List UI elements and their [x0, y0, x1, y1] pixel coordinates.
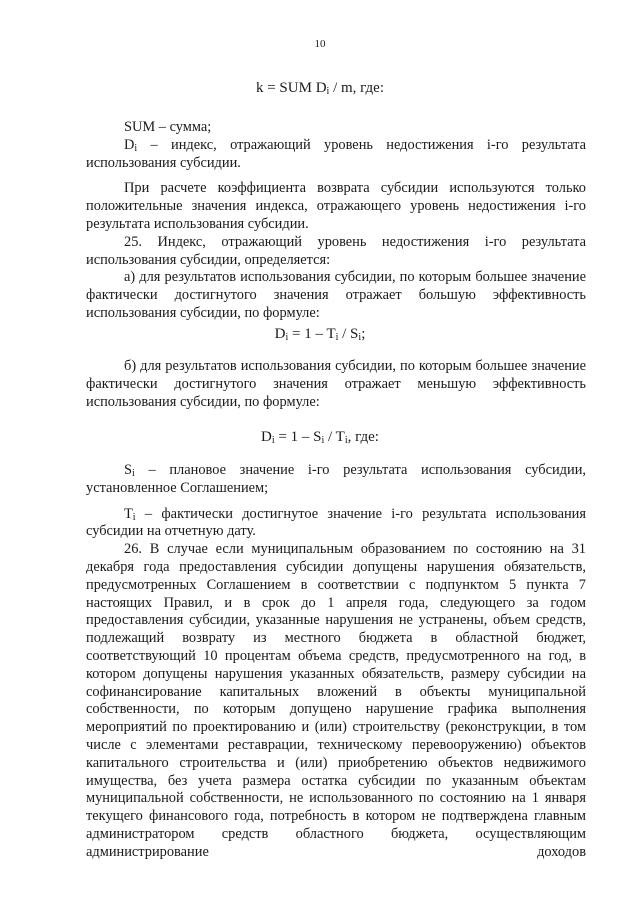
di-definition: $D_i$ – индекс, отражающий уровень недостижения i-го результата использования субсидии.: [86, 136, 586, 171]
paragraph-25: 25. Индекс, отражающий уровень недостижения i-го результата использования субсидии, определяется:: [86, 233, 586, 268]
text-block-variables: [86, 462, 586, 862]
formula-b: $D_i = 1 - S_i / T_i$, где:: [261, 429, 379, 446]
text-block-b: [86, 358, 586, 411]
paragraph-26: 26. В случае если муниципальным образованием по состоянию на 31 декабря года предоставления субсидии допущены нарушения обязательств, предусмотренных Соглашением в соответствии с подпунктом 5 пункта 7 настоящих Правил, и в срок до 1 апреля года, следующего за годом предоставления субсидии, указанные нарушения не устранены, объем средств, подлежащий возврату из местного бюджета в областной бюджет, соответствующий 10 процентам объема средств, предусмотренного на год, в котором допущены нарушения указанных обязательств, размеру субсидии на софинансирование капитальных вложений в объекты муниципальной собственности, по которым допущено нарушение графика выполнения мероприятий по проектированию и (или) строительству (реконструкции, в том числе с элементами реставрации, техническому перевооружению) объектов капитального строительства и (или) приобретению объектов недвижимого имущества, без учета размера остатка субсидии по указанным объектам муниципальной собственности, не использованного по состоянию на 1 января текущего финансового года, потребность в котором не подтверждена главным администратором средств областного бюджета, осуществляющим администрирование доходов: [86, 541, 586, 860]
sum-definition: SUM – сумма;: [124, 119, 212, 135]
ti-definition: $T_i$ – фактически достигнутое значение i-го результата использования субсидии на отчетную дату.: [86, 505, 586, 540]
formula-a: $D_i = 1 - T_i / S_i$;: [274, 326, 366, 343]
si-definition: $S_i$ – плановое значение i-го результата использования субсидии, установленное Соглашением;: [86, 462, 586, 496]
paragraph-a: а) для результатов использования субсидии, по которым большее значение фактически достигнутого значения отражает большую эффективность использования субсидии, по формуле:: [86, 269, 586, 321]
page-number: 10: [314, 38, 326, 50]
formula-k: k = SUM $D_i$ / m, где:: [255, 80, 385, 97]
positive-values-paragraph: При расчете коэффициента возврата субсидии используются только положительные значения индекса, отражающего уровень недостижения i-го результата использования субсидии.: [86, 180, 586, 232]
text-block-definitions: [86, 119, 586, 323]
paragraph-b: б) для результатов использования субсидии, по которым большее значение фактически достигнутого значения отражает меньшую эффективность использования субсидии, по формуле:: [86, 358, 586, 410]
